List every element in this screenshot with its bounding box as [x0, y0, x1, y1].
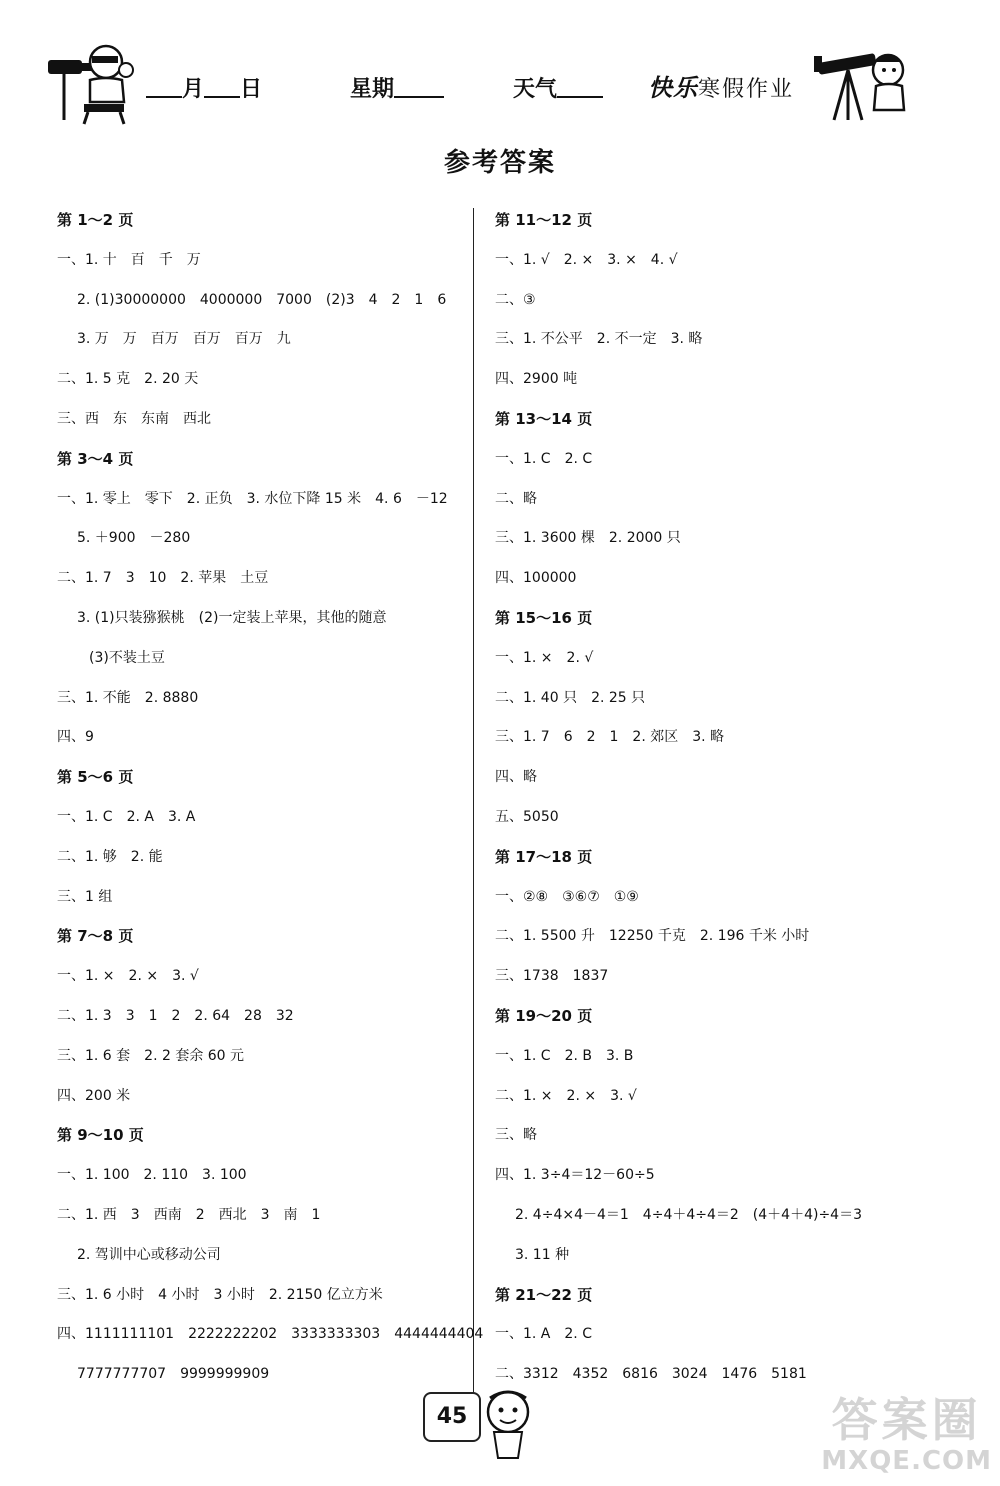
weekday-field: 星期	[350, 72, 444, 103]
section-heading: 第 21～22 页	[495, 1285, 593, 1304]
column-divider	[473, 208, 474, 1408]
answer-line: 三、1. 6 小时 4 小时 3 小时 2. 2150 亿立方米	[57, 1286, 383, 1303]
answer-line: 3. (1)只装猕猴桃 (2)一定装上苹果，其他的随意	[77, 609, 387, 626]
answer-line: 一、1. × 2. √	[495, 649, 594, 666]
brand-title: 快乐寒假作业	[648, 74, 795, 102]
answer-line: 一、1. C 2. C	[495, 450, 593, 467]
section-heading: 第 13～14 页	[495, 409, 593, 428]
section-heading: 第 5～6 页	[57, 768, 134, 787]
answer-line: 一、1. C 2. A 3. A	[57, 808, 196, 825]
answer-line: 三、1. 6 套 2. 2 套余 60 元	[57, 1047, 245, 1064]
watermark: 答案圈 MXQE.COM	[821, 1393, 992, 1476]
section-heading: 第 1～2 页	[57, 211, 134, 229]
answer-line: 一、②⑧ ③⑥⑦ ①⑨	[495, 888, 639, 905]
answer-line: 四、略	[495, 769, 537, 786]
answer-line: 四、100000	[495, 570, 577, 587]
section-heading: 第 19～20 页	[495, 1006, 593, 1025]
answer-line: 二、1. 40 只 2. 25 只	[495, 689, 646, 706]
section-heading: 第 7～8 页	[57, 927, 134, 946]
answer-line: 五、5050	[495, 808, 559, 825]
answer-line: 二、略	[495, 490, 537, 507]
footer-mascot-icon	[478, 1386, 538, 1466]
answer-line: 二、③	[495, 291, 536, 308]
answer-line: 三、1 组	[57, 888, 113, 905]
answer-line: 四、1111111101 2222222202 3333333303 4444444404	[57, 1326, 484, 1343]
date-field: 月 日	[146, 72, 262, 103]
answer-line: 二、3312 4352 6816 3024 1476 5181	[495, 1366, 807, 1383]
answer-line: 一、1. 零上 零下 2. 正负 3. 水位下降 15 米 4. 6 －12	[57, 490, 448, 507]
answer-line: 二、1. × 2. × 3. √	[495, 1087, 637, 1104]
answer-line: 一、1. 十 百 千 万	[57, 251, 201, 268]
answer-line: 一、1. 100 2. 110 3. 100	[57, 1167, 247, 1184]
answer-line: 四、2900 吨	[495, 371, 578, 388]
answer-line: 2. (1)30000000 4000000 7000 (2)3 4 2 1 6	[77, 291, 447, 308]
page-header	[0, 40, 1000, 130]
section-heading: 第 15～16 页	[495, 608, 593, 627]
answer-line: 三、1. 7 6 2 1 2. 郊区 3. 略	[495, 729, 725, 746]
answer-line: 2. 驾训中心或移动公司	[77, 1246, 221, 1263]
section-heading: 第 17～18 页	[495, 847, 593, 866]
answer-line: 3. 11 种	[515, 1246, 570, 1263]
answer-line: 四、200 米	[57, 1087, 131, 1104]
answer-line: 三、1. 3600 棵 2. 2000 只	[495, 530, 681, 547]
answer-line: 二、1. 5 克 2. 20 天	[57, 371, 199, 388]
answer-line: 三、1738 1837	[495, 968, 609, 985]
answer-line: 7777777707 9999999909	[77, 1366, 270, 1383]
answer-line: 三、1. 不能 2. 8880	[57, 689, 199, 706]
mascot-telescope-icon	[812, 40, 912, 126]
answer-line: 3. 万 万 百万 百万 百万 九	[77, 331, 291, 348]
answer-line: 5. ＋900 －280	[77, 530, 191, 547]
answer-line: 一、1. × 2. × 3. √	[57, 968, 199, 985]
answer-line: 二、1. 5500 升 12250 千克 2. 196 千米 小时	[495, 928, 810, 945]
answer-line: 四、9	[57, 729, 94, 746]
answers-right-column	[495, 208, 915, 1402]
answer-line: (3)不装土豆	[89, 649, 165, 666]
page-title: 参考答案	[443, 148, 556, 178]
answer-line: 四、1. 3÷4＝12－60÷5	[495, 1167, 655, 1184]
answer-line: 二、1. 西 3 西南 2 西北 3 南 1	[57, 1206, 321, 1223]
answer-line: 一、1. C 2. B 3. B	[495, 1047, 634, 1064]
section-heading: 第 3～4 页	[57, 449, 134, 468]
section-heading: 第 9～10 页	[57, 1126, 144, 1145]
answer-line: 三、略	[495, 1127, 537, 1144]
answer-line: 一、1. √ 2. × 3. × 4. √	[495, 251, 678, 268]
answers-left-column	[57, 208, 484, 1402]
answer-line: 二、1. 3 3 1 2 2. 64 28 32	[57, 1007, 294, 1024]
answer-line: 三、1. 不公平 2. 不一定 3. 略	[495, 331, 703, 348]
mascot-left-icon	[44, 40, 136, 128]
page-number: 45	[423, 1392, 481, 1442]
answer-line: 一、1. A 2. C	[495, 1326, 592, 1343]
answer-line: 二、1. 够 2. 能	[57, 848, 163, 865]
answer-line: 二、1. 7 3 10 2. 苹果 土豆	[57, 570, 269, 587]
answer-line: 2. 4÷4×4－4＝1 4÷4＋4÷4＝2 (4＋4＋4)÷4＝3	[515, 1206, 862, 1223]
weather-field: 天气	[513, 72, 603, 103]
answer-line: 三、西 东 东南 西北	[57, 410, 211, 427]
page-footer	[0, 1372, 1000, 1482]
section-heading: 第 11～12 页	[495, 211, 593, 229]
